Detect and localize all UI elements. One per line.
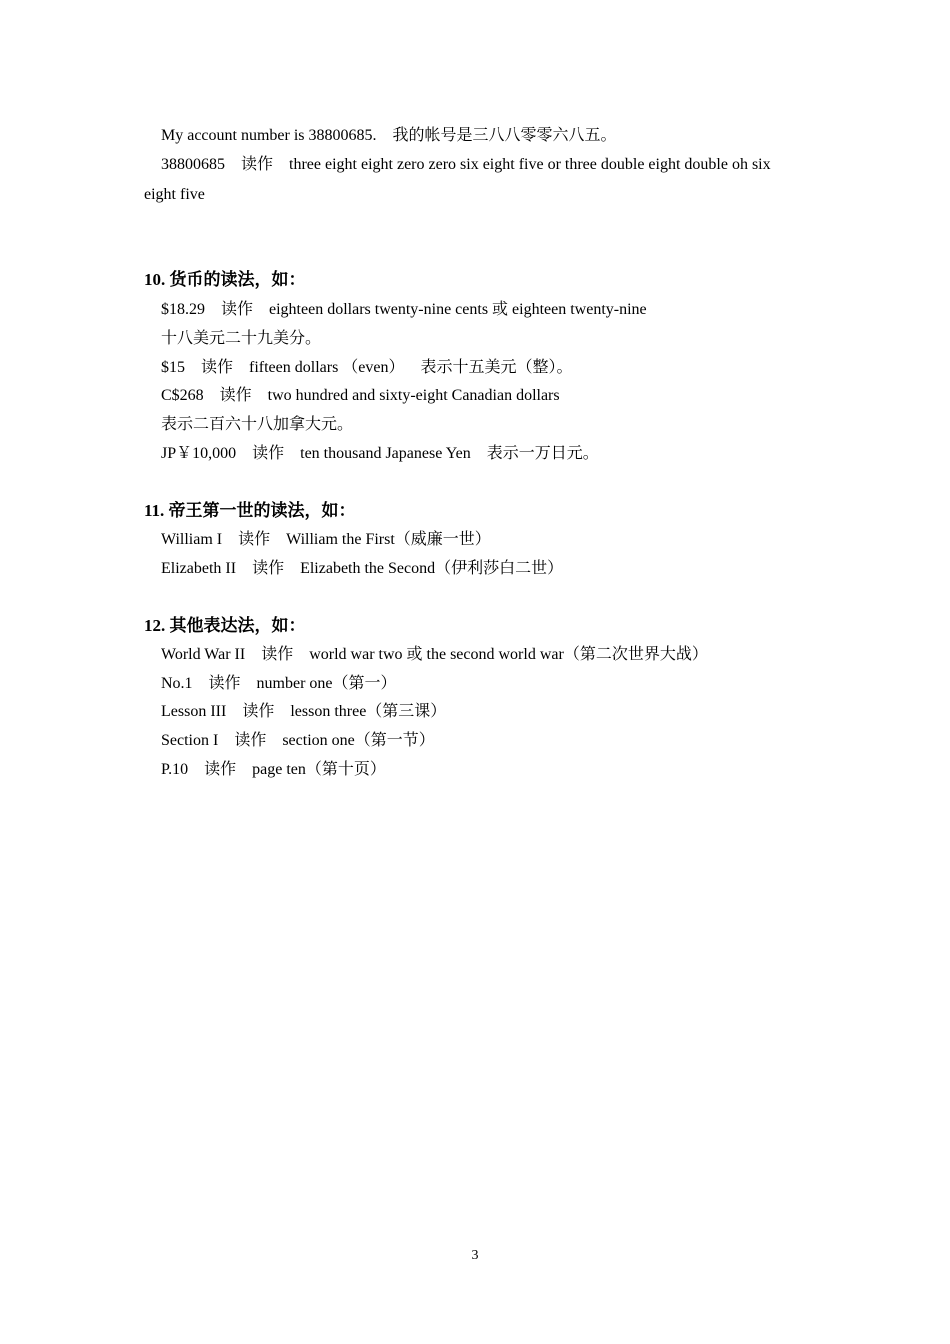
- section-11-heading: 11. 帝王第一世的读法，如：: [144, 501, 356, 520]
- section-10-line: 十八美元二十九美分。: [161, 330, 322, 347]
- section-11-line: Elizabeth II 读作 Elizabeth the Second（伊利莎白二世）: [161, 560, 564, 577]
- section-10-line: 表示二百六十八加拿大元。: [161, 416, 354, 433]
- section-10-heading: 10. 货币的读法，如：: [144, 270, 306, 289]
- section-12-line: World War II 读作 world war two 或 the second world war（第二次世界大战）: [161, 646, 708, 663]
- section-11-line: William I 读作 William the First（威廉一世）: [161, 531, 491, 548]
- account-number-sentence: My account number is 38800685. 我的帐号是三八八零零六八五。: [161, 127, 617, 144]
- section-10-line: JP￥10,000 读作 ten thousand Japanese Yen 表示一万日元。: [161, 445, 599, 462]
- section-12-line: Section I 读作 section one（第一节）: [161, 732, 435, 749]
- account-number-reading: 38800685 读作 three eight eight zero zero six eight five or three double eight double oh six: [161, 156, 771, 173]
- page-number: 3: [471, 1248, 479, 1263]
- section-10-line: $18.29 读作 eighteen dollars twenty-nine cents 或 eighteen twenty-nine: [161, 301, 647, 318]
- section-12-line: No.1 读作 number one（第一）: [161, 675, 397, 692]
- section-12-line: Lesson III 读作 lesson three（第三课）: [161, 703, 447, 720]
- section-10-line: $15 读作 fifteen dollars （even） 表示十五美元（整）。: [161, 359, 573, 376]
- section-12-heading: 12. 其他表达法，如：: [144, 616, 306, 635]
- account-number-reading-continued: eight five: [144, 186, 205, 203]
- section-12-line: P.10 读作 page ten（第十页）: [161, 761, 386, 778]
- section-10-line: C$268 读作 two hundred and sixty-eight Canadian dollars: [161, 387, 560, 404]
